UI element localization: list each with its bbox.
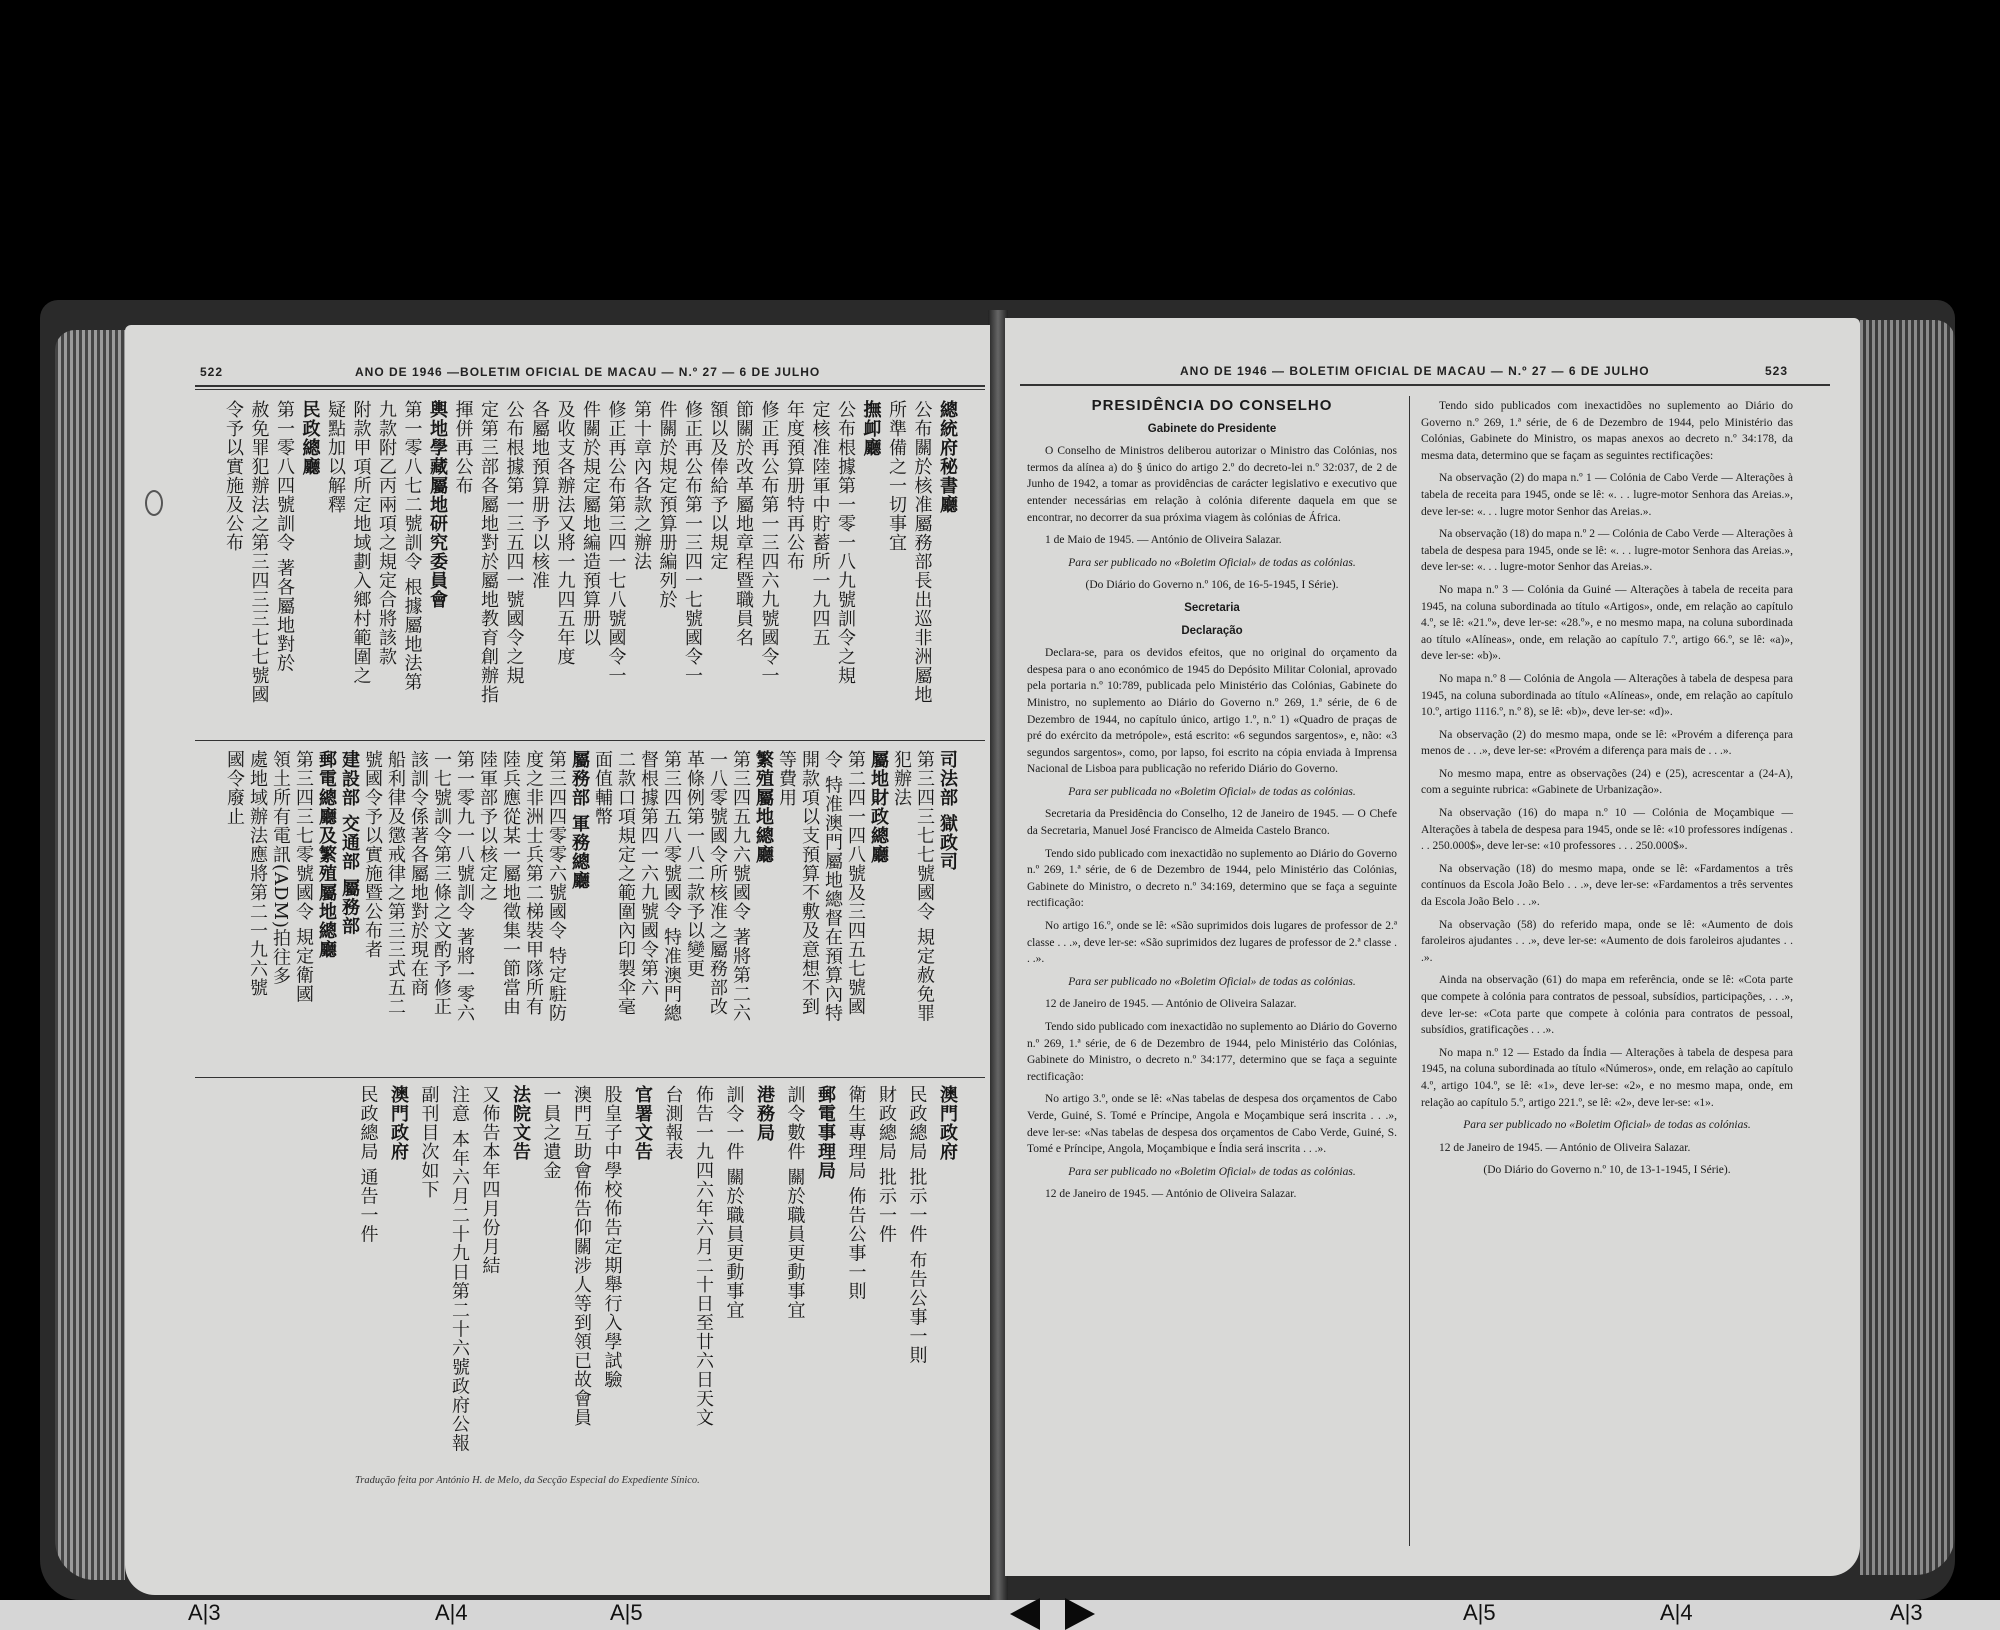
vertical-text-column: 司法部 獄政司 (937, 750, 958, 872)
paragraph: Declaração (1181, 624, 1243, 637)
vertical-text-column: 總統府秘書廳 (937, 400, 958, 514)
paragraph: Gabinete do Presidente (1147, 422, 1277, 435)
paragraph: Tendo sido publicado com inexactidão no suplemento ao Diário do Governo n.º 269, 1.ª série, de 6 de Dezembro de 1944, pelo Ministério das Colónias, Gabinete do Ministro, o decreto n.º 34:169, determino que se faça a seguinte rectificação: (1027, 847, 1397, 910)
right-page (1005, 318, 1860, 1576)
vertical-text-column: 第一零九一八號訓令 著將一零六 (454, 750, 475, 1023)
vertical-text-column: 疑點加以解釋 (325, 400, 346, 514)
arrow-right-icon (1065, 1598, 1095, 1630)
vertical-text-column: 九款附乙丙兩項之規定合將該款 (376, 400, 397, 666)
vertical-text-column: 度之非洲士兵第二梯裝甲隊所有 (523, 750, 544, 1016)
paragraph: Para ser publicado no «Boletim Oficial» de todas as colónias. (1068, 556, 1356, 569)
right-page-number: 523 (1765, 364, 1789, 378)
vertical-text-column: 二款口項規定之範圍內印製伞毫 (615, 750, 636, 1016)
left-page-header: ANO DE 1946 —BOLETIM OFICIAL DE MACAU — N.º 27 — 6 DE JULHO (355, 365, 821, 379)
vertical-text-column: 公布根據第一三五四一號國令之規 (503, 400, 525, 685)
paragraph: 12 de Janeiro de 1945. — António de Oliveira Salazar. (1045, 1188, 1297, 1201)
vertical-text-column: 公布關於核准屬務部長出巡非洲屬地 (911, 400, 933, 704)
vertical-text-column: 民政總局 通告一件 (357, 1085, 379, 1244)
vertical-text-column: 所準備之一切事宜 (886, 400, 907, 552)
vertical-text-column: 衛生專理局 佈告公事一則 (845, 1085, 867, 1301)
vertical-text-column: 船利律及懲戒律之第三三式五二 (385, 750, 406, 1016)
vertical-text-column: 國令廢止 (224, 750, 245, 826)
vertical-text-column: 件關於規定預算册編列於 (656, 400, 678, 609)
vertical-text-column: 額以及俸給予以規定 (707, 400, 729, 571)
vertical-text-column: 處地域辦法應將第二一九六號 (247, 750, 268, 997)
vertical-text-column: 令 特准澳門屬地總督在預算內特 (822, 750, 843, 1023)
paragraph: No artigo 16.º, onde se lê: «São suprimidos dois lugares de professor de 2.ª classe . . .», deve ler-se: «São suprimidos dez lugares de professor de 2.ª classe . . .». (1027, 920, 1397, 966)
vertical-text-column: 開款項以支預算不敷及意想不到 (799, 750, 820, 1016)
paragraph: 12 de Janeiro de 1945. — António de Oliveira Salazar. (1439, 1141, 1691, 1154)
vertical-text-column: 第三四五九六號國令 著將第二六 (730, 750, 751, 1023)
left-page-number: 522 (200, 365, 224, 379)
film-strip (0, 1600, 2000, 1630)
vertical-text-column: 第一零八四號訓令 著各屬地對於 (274, 400, 295, 673)
vertical-text-column: 修正再公布第一三四六九號國令一 (758, 400, 780, 685)
vertical-text-column: 又佈告本年四月份月結 (479, 1085, 501, 1275)
paragraph: No mesmo mapa, entre as observações (24) e (25), acrescentar a (24-A), com a seguinte rubrica: «Gabinete de Urbanização». (1421, 767, 1793, 797)
paragraph: (Do Diário do Governo n.º 10, de 13-1-1945, I Série). (1483, 1164, 1731, 1177)
vertical-text-column: 一員之遺金 (540, 1085, 562, 1180)
vertical-text-column: 民政總廳 (299, 400, 321, 476)
header-rule (195, 385, 985, 387)
left-page-edges (55, 330, 125, 1580)
vertical-text-column: 撫卹廳 (860, 400, 882, 457)
paragraph: Para ser publicado no «Boletim Oficial» de todas as colónias. (1463, 1119, 1751, 1132)
vertical-text-column: 民政總局 批示一件 布告公事一則 (906, 1085, 928, 1365)
vertical-text-column: 號國令予以實施暨公布者 (362, 750, 383, 959)
vertical-text-column: 第二四一四八號及三四五七號國 (845, 750, 866, 1016)
vertical-text-column: 附款甲項所定地域劃入鄉村範圍之 (350, 400, 372, 685)
vertical-text-column: 屬地財政總廳 (868, 750, 889, 864)
section-rule-2 (195, 1077, 985, 1078)
vertical-text-column: 令予以實施及公布 (223, 400, 244, 552)
vertical-text-column: 港務局 (754, 1085, 775, 1142)
paragraph: O Conselho de Ministros deliberou autorizar o Ministro das Colónias, nos termos da alínea a) do § único do artigo 2.º do decreto-lei n.º 32:037, de 2 de Junho de 1942, a tomar as providências de carácter legislativo e executivo que entender necessárias em relação à colónia diferente daquela em que se encontrar, no decorrer da sua próxima viagem às colónias de África. (1027, 445, 1397, 524)
vertical-text-column: 該訓令係著各屬地對於現在商 (408, 750, 429, 997)
vertical-text-column: 郵電事理局 (815, 1085, 836, 1180)
vertical-text-column: 各屬地預算册予以核准 (529, 400, 550, 590)
paragraph: Tendo sido publicado com inexactidão no suplemento ao Diário do Governo n.º 269, 1.ª série, de 6 de Dezembro de 1944, pelo Ministério das Colónias, Gabinete do Ministro, o decreto n.º 34:177, determino que se faça a seguinte rectificação: (1027, 1021, 1397, 1083)
vertical-text-column: 修正再公布第三四一七八號國令一 (605, 400, 627, 685)
vertical-text-column: 第三四五八零號國令 特准澳門總 (661, 750, 682, 1023)
vertical-text-column: 赦免罪犯辦法之第三四三三七七號國 (248, 400, 270, 704)
vertical-text-column: 第一零八七二號訓令 根據屬地法第 (401, 400, 423, 692)
header-rule-2 (195, 389, 985, 390)
paragraph: Ainda na observação (61) do mapa em referência, onde se lê: «Cota parte que compete à colónia para contratos de pessoal, subsídios, participações, . . .», deve ler-se: «Cota parte que compete à colónia para contratos de pessoal, subsídios, gratificações . . .». (1421, 974, 1793, 1037)
vertical-text-column: 股皇子中學校佈告定期舉行入學試驗 (601, 1085, 623, 1389)
paragraph: Na observação (58) do referido mapa, onde se lê: «Aumento de dois faroleiros ajudantes . . .», deve ler-se: «Aumento de dois faroleiros ajudantes . . .». (1421, 918, 1793, 964)
paragraph: No artigo 3.º, onde se lê: «Nas tabelas de despesa dos orçamentos de Cabo Verde, Guiné, S. Tomé e Príncipe, Angola e Moçambique será inscrita . . .», deve ler-se: «Nas tabelas de despesa dos orçamentos de Cabo Verde, Guiné, S. Tomé e Príncipe, Angola, Moçambique e Índia será inscrita . . .». (1027, 1093, 1397, 1156)
vertical-text-column: 建設部 交通部 屬務部 (339, 750, 360, 936)
vertical-text-column: 定核准陸軍中貯蓄所一九四五 (809, 400, 831, 647)
translation-note: Tradução feita por António H. de Melo, da Secção Especial do Expediente Sínico. (355, 1475, 700, 1486)
paragraph: Para ser publicado no «Boletim Oficial» de todas as colónias. (1068, 975, 1356, 988)
vertical-text-column: 輿地學藏屬地研究委員會 (427, 400, 448, 609)
right-page-header: ANO DE 1946 — BOLETIM OFICIAL DE MACAU — N.º 27 — 6 DE JULHO (1180, 364, 1650, 378)
paragraph: Para ser publicado no «Boletim Oficial» de todas as colónias. (1068, 1165, 1356, 1178)
vertical-text-column: 等費用 (776, 750, 797, 807)
paragraph: Na observação (2) do mapa n.º 1 — Colónia de Cabo Verde — Alterações à tabela de receita para 1945, onde se lê: «. . . lugre-motor Senhora das Areias.», deve ler-se: «. . . lugre motor Senhor das Areias.». (1421, 472, 1793, 518)
vertical-text-column: 定第三部各屬地對於屬地教育創辦指 (478, 400, 499, 704)
vertical-text-column: 注意 本年六月二十九日第二十六號政府公報 (449, 1085, 470, 1453)
paragraph: PRESIDÊNCIA DO CONSELHO (1091, 397, 1333, 414)
vertical-text-column: 澳門政府 (388, 1085, 409, 1161)
paragraph: No mapa n.º 3 — Colónia da Guiné — Alterações à tabela de receita para 1945, na coluna subordinada ao título «Artigos», onde, em relação ao capítulo 4.º, se lê: «21.º», deve ler-se: «28.º», e no mesmo mapa, na coluna subordinada ao título «Alíneas», onde, em relação ao capítulo 7.º, artigo 66.º, se lê: «a)», deve ler-se: «b)». (1421, 583, 1793, 663)
paragraph: Na observação (18) do mesmo mapa, onde se lê: «Fardamentos a três contínuos da Escola João Belo . . .», deve ler-se: «Fardamentos a três serventes da Escola João Belo . . .». (1421, 862, 1793, 909)
vertical-text-column: 一八零號國令所核准之屬務部改 (707, 750, 728, 1016)
column-divider (1409, 396, 1410, 1546)
section-rule-1 (195, 740, 985, 741)
frame-mark: A|5 (610, 1600, 643, 1625)
vertical-text-column: 陸兵應從某一屬地徵集一節當由 (500, 750, 521, 1016)
vertical-text-column: 節關於改革屬地章程暨職員名 (733, 400, 754, 647)
vertical-text-column: 面值輔幣 (592, 750, 613, 826)
paragraph: Secretaria (1184, 601, 1240, 614)
vertical-text-column: 革條例第一八二款予以變更 (684, 750, 705, 978)
frame-mark: A|5 (1463, 1600, 1496, 1625)
paragraph: Na observação (16) do mapa n.º 10 — Colónia de Moçambique — Alterações à tabela de despesa para 1945, onde se lê: «10 professores indígenas . . . 250.000$», deve ler-se: «10 professores . . . 250.000$». (1421, 807, 1793, 853)
arrow-left-icon (1010, 1598, 1040, 1630)
vertical-text-column: 台測報表 (662, 1085, 684, 1161)
pencil-mark (145, 490, 163, 516)
frame-mark: A|4 (435, 1600, 468, 1625)
paragraph: No mapa n.º 12 — Estado da Índia — Alterações à tabela de despesa para 1945, na coluna subordinada ao título «Números», onde, em relação ao capítulo 4.º, artigo 104.º, se lê: «1», deve ler-se: «2», e no mesmo mapa, onde, em relação ao capítulo 5.º, artigo 221.º, se lê: «2», deve ler-se: «1». (1421, 1046, 1793, 1109)
vertical-text-column: 督根據第四一六九號國令第六 (638, 750, 659, 997)
paragraph: Secretaria da Presidência do Conselho, 12 de Janeiro de 1945. — O Chefe da Secretaria, Manuel José Francisco de Almeida Castelo Branco. (1027, 808, 1397, 838)
vertical-text-column: 修正再公布第一三四一七號國令一 (682, 400, 703, 685)
vertical-text-column: 佈告一九四六年六月二十日至廿六日天文 (693, 1085, 714, 1427)
vertical-text-column: 犯辦法 (891, 750, 912, 807)
vertical-text-column: 件關於規定屬地編造預算册以 (580, 400, 601, 647)
vertical-text-column: 領土所有電訊(ADM)拍往多 (270, 750, 291, 986)
vertical-text-column: 年度預算册特再公布 (784, 400, 805, 571)
vertical-text-column: 繁殖屬地總廳 (753, 750, 774, 864)
vertical-text-column: 第三四四零零六號國令 特定駐防 (546, 750, 567, 1023)
column-1 (1027, 398, 1397, 1209)
right-page-edges (1860, 320, 1955, 1575)
frame-mark: A|3 (188, 1600, 221, 1625)
paragraph: 1 de Maio de 1945. — António de Oliveira Salazar. (1045, 534, 1282, 547)
vertical-text-column: 郵電總廳及繁殖屬地總廳 (316, 750, 337, 959)
vertical-text-column: 及收支各辦法又將一九四五年度 (554, 400, 576, 666)
vertical-text-column: 法院文告 (510, 1085, 531, 1161)
vertical-text-column: 訓令一件 關於職員更動事宜 (723, 1085, 745, 1320)
vertical-text-column: 屬務部 軍務總廳 (569, 750, 590, 891)
paragraph: Declara-se, para os devidos efeitos, que no original do orçamento da despesa para o ano económico de 1945 do Depósito Militar Colonial, aprovado pela portaria n.º 10:789, publicada pelo Ministério das Colónias, Gabinete do Ministro, no suplemento ao Diário do Governo n.º 269, 1.ª série, de 6 de Dezembro de 1944, no capítulo único, artigo 1.º, n.º 1) «Quadro de praças de pré do exército da metrópole», está escrito: «6 segundos sargentos», e, não: «3 segundos sargentos», como, por lapso, foi escrito na cópia enviada à Imprensa Nacional de Lisboa para publicação no referido Diário do Governo. (1027, 647, 1397, 776)
paragraph: Na observação (18) do mapa n.º 2 — Colónia de Cabo Verde — Alterações à tabela de despesa para 1945, onde se lê: «. . . lugre-motor Senhora das Areias.», deve ler-se: «. . . lugre-motor Senhor das Areias.». (1421, 528, 1793, 574)
paragraph: 12 de Janeiro de 1945. — António de Oliveira Salazar. (1045, 998, 1297, 1011)
vertical-text-column: 官署文告 (632, 1085, 653, 1161)
paragraph: Na observação (2) do mesmo mapa, onde se lê: «Provém a diferença para menos de . . .», deve ler-se: «Provém a diferença para mais de . . .». (1421, 728, 1793, 758)
vertical-text-column: 第十章內各款之辦法 (631, 400, 652, 571)
vertical-text-column: 第三四三七七號國令 規定赦免罪 (914, 750, 935, 1023)
vertical-text-column: 副刊目次如下 (418, 1085, 440, 1199)
paragraph: No mapa n.º 8 — Colónia de Angola — Alterações à tabela de despesa para 1945, na coluna subordinada ao título «Alíneas», onde, em relação ao capítulo 10.º, artigo 1116.º, n.º 8), se lê: «b)», deve ler-se: «d)». (1421, 672, 1793, 719)
vertical-text-column: 澳門政府 (937, 1085, 958, 1161)
paragraph: (Do Diário do Governo n.º 106, de 16-5-1945, I Série). (1085, 579, 1339, 592)
vertical-text-column: 財政總局 批示一件 (876, 1085, 897, 1244)
frame-mark: A|3 (1890, 1600, 1923, 1625)
column-2 (1421, 398, 1793, 1185)
vertical-text-column: 澳門互助會佈告仰關涉人等到領已故會員 (571, 1085, 592, 1427)
vertical-text-column: 第三四三七零號國令 規定衛國 (293, 750, 314, 1004)
vertical-text-column: 揮併再公布 (452, 400, 474, 495)
frame-mark: A|4 (1660, 1600, 1693, 1625)
left-page (125, 325, 990, 1595)
vertical-text-column: 陸軍部予以核定之 (477, 750, 498, 902)
vertical-text-column: 一七號訓令第三條之文酌予修正 (431, 750, 452, 1016)
paragraph: Para ser publicada no «Boletim Oficial» de todas as colónias. (1068, 785, 1356, 798)
paragraph: Tendo sido publicados com inexactidões no suplemento ao Diário do Governo n.º 269, 1.ª série, de 6 de Dezembro de 1944, pelo Ministério das Colónias, Gabinete do Ministro, os mapas anexos ao decreto n.º 34:178, da mesma data, determino que se façam as seguintes rectificações: (1421, 400, 1793, 462)
vertical-text-column: 公布根據第一零一八九號訓令之規 (835, 400, 856, 685)
vertical-text-column: 訓令數件 關於職員更動事宜 (784, 1085, 806, 1320)
header-rule (1020, 384, 1830, 386)
